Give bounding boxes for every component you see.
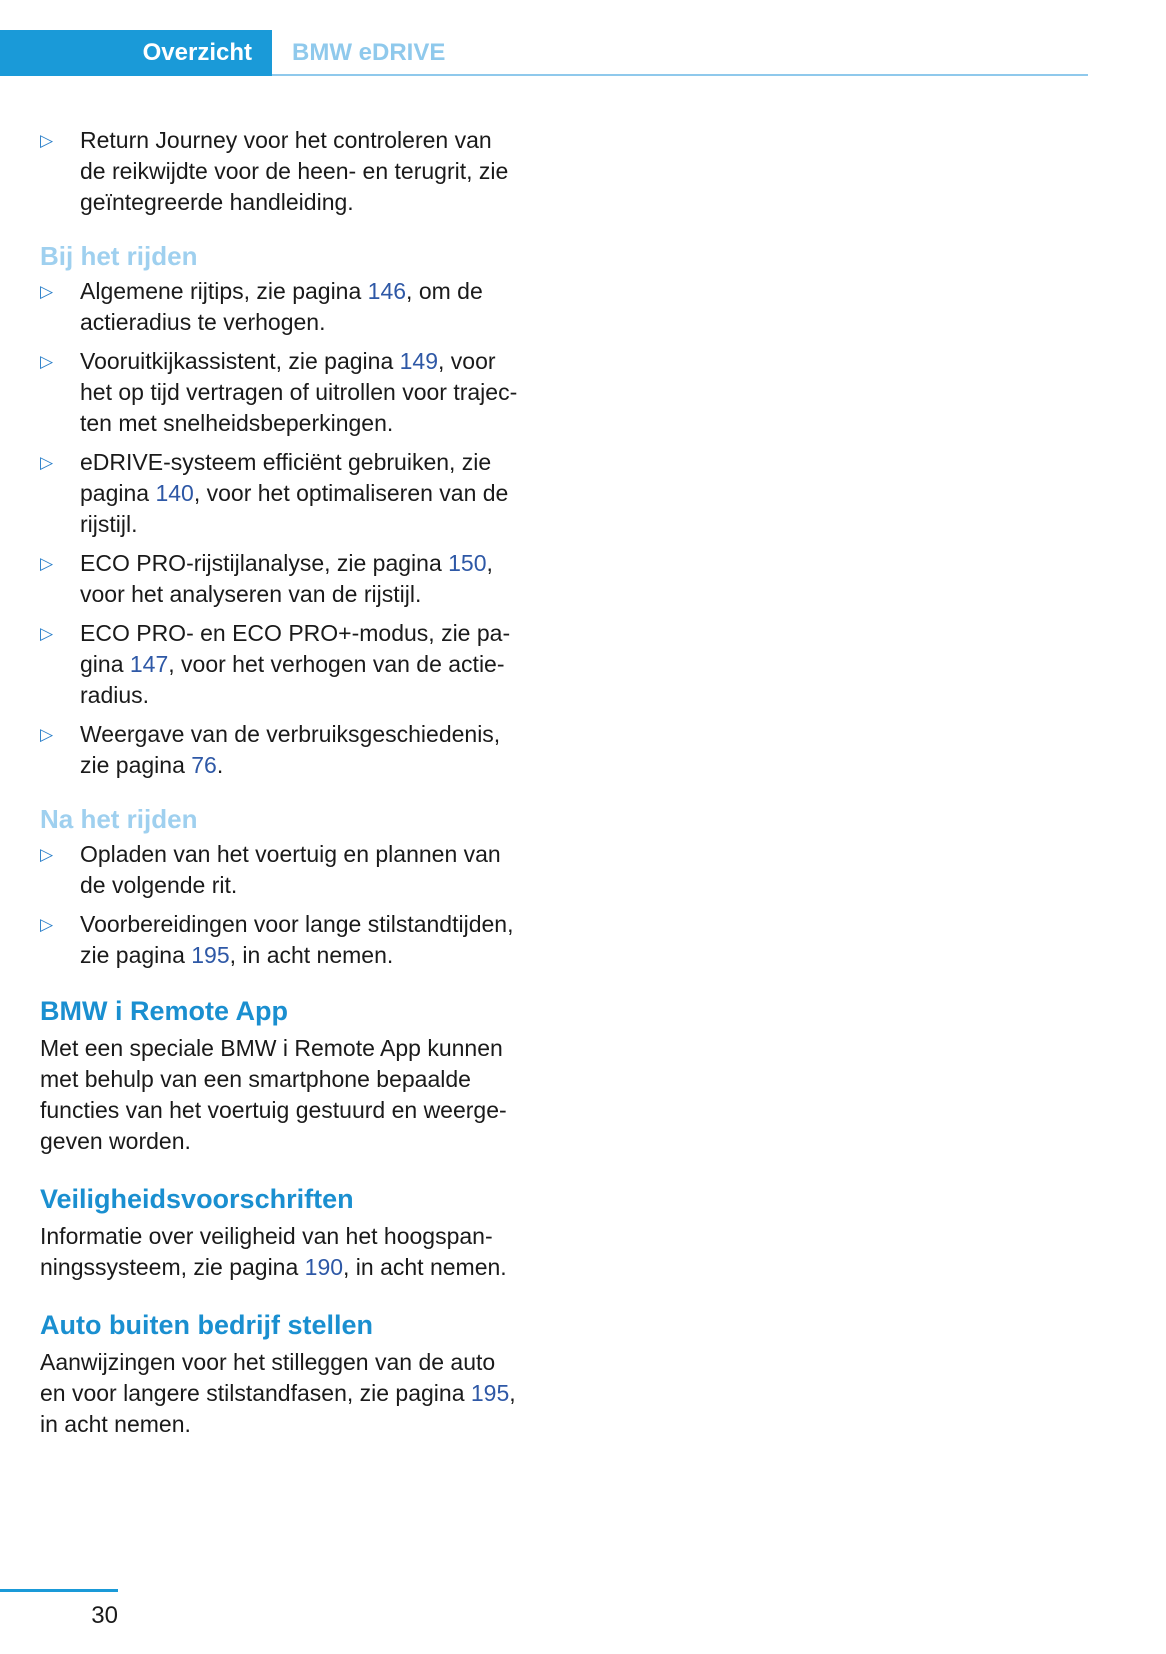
item-line: geïntegreerde handleiding. <box>80 189 354 215</box>
list-item <box>40 909 560 971</box>
triangle-bullet-icon: ▷ <box>40 352 54 371</box>
item-line: Weergave van de verbruiksgeschiedenis, <box>80 721 501 747</box>
page-ref-link[interactable]: 190 <box>304 1254 344 1280</box>
after-driving-list <box>40 839 560 971</box>
list-item <box>40 125 560 218</box>
item-text: . <box>216 752 224 778</box>
triangle-bullet-icon: ▷ <box>40 554 54 573</box>
triangle-bullet-icon: ▷ <box>40 624 54 643</box>
para-line: Met een speciale BMW i Remote App kunnen <box>40 1035 503 1061</box>
section-tab-label: Overzicht <box>142 39 252 66</box>
item-line: de reikwijdte voor de heen- en terugrit, zie <box>80 158 509 184</box>
page-ref-link[interactable]: 140 <box>155 480 194 506</box>
subheading-after-driving: Na het rijden <box>40 804 198 834</box>
item-text: , in acht nemen. <box>229 942 394 968</box>
page-content <box>40 125 560 1440</box>
item-line: het op tijd vertragen of uitrollen voor trajec- <box>80 379 518 405</box>
list-item <box>40 618 560 711</box>
item-text: pagina <box>80 480 156 506</box>
item-text: Algemene rijtips, zie pagina <box>80 278 368 304</box>
item-text: zie pagina <box>80 752 192 778</box>
list-item <box>40 276 560 338</box>
item-line: Return Journey voor het controleren van <box>80 127 492 153</box>
item-text: , om de <box>406 278 483 304</box>
list-item <box>40 719 560 781</box>
item-line: actieradius te verhogen. <box>80 309 326 335</box>
page-ref-link[interactable]: 195 <box>191 942 230 968</box>
triangle-bullet-icon: ▷ <box>40 282 54 301</box>
item-line: rijstijl. <box>80 511 138 537</box>
item-text: Vooruitkijkassistent, zie pagina <box>80 348 400 374</box>
triangle-bullet-icon: ▷ <box>40 131 54 150</box>
item-text: , voor het verhogen van de actie- <box>168 651 505 677</box>
section-heading-safety: Veiligheidsvoorschriften <box>40 1184 354 1214</box>
triangle-bullet-icon: ▷ <box>40 915 54 934</box>
list-item <box>40 447 560 540</box>
page-ref-link[interactable]: 149 <box>399 348 438 374</box>
safety-paragraph <box>40 1221 560 1283</box>
subheading-while-driving: Bij het rijden <box>40 241 198 271</box>
section-heading-decommission: Auto buiten bedrijf stellen <box>40 1310 374 1340</box>
para-text: ningssysteem, zie pagina <box>40 1254 305 1280</box>
list-item <box>40 548 560 610</box>
item-line: radius. <box>80 682 150 708</box>
triangle-bullet-icon: ▷ <box>40 453 54 472</box>
para-text: , <box>509 1380 516 1406</box>
para-line: Aanwijzingen voor het stilleggen van de auto <box>40 1349 496 1375</box>
item-text: ECO PRO-rijstijlanalyse, zie pagina <box>80 550 449 576</box>
decommission-paragraph <box>40 1347 560 1440</box>
para-line: geven worden. <box>40 1128 191 1154</box>
while-driving-list <box>40 276 560 781</box>
remote-app-paragraph <box>40 1033 560 1157</box>
para-text: en voor langere stilstandfasen, zie pagina <box>40 1380 471 1406</box>
para-line: met behulp van een smartphone bepaalde <box>40 1066 471 1092</box>
item-line: ten met snelheidsbeperkingen. <box>80 410 394 436</box>
para-text: , in acht nemen. <box>343 1254 507 1280</box>
item-text: gina <box>80 651 130 677</box>
item-text: zie pagina <box>80 942 192 968</box>
item-text: , voor <box>438 348 496 374</box>
section-heading-remote-app: BMW i Remote App <box>40 996 288 1026</box>
item-text: , voor het optimaliseren van de <box>193 480 509 506</box>
item-line: ECO PRO- en ECO PRO+-modus, zie pa- <box>80 620 511 646</box>
list-item <box>40 839 560 901</box>
page-number: 30 <box>91 1602 118 1629</box>
chapter-title: BMW eDRIVE <box>292 39 446 66</box>
header-rule <box>272 74 1088 76</box>
page-ref-link[interactable]: 147 <box>129 651 169 677</box>
item-line: eDRIVE-systeem efficiënt gebruiken, zie <box>80 449 492 475</box>
list-item <box>40 346 560 439</box>
item-line: Opladen van het voertuig en plannen van <box>80 841 501 867</box>
item-line: Voorbereidingen voor lange stilstandtijden, <box>80 911 514 937</box>
para-line: functies van het voertuig gestuurd en weerge- <box>40 1097 507 1123</box>
item-line: voor het analyseren van de rijstijl. <box>80 581 422 607</box>
para-line: Informatie over veiligheid van het hoogspan- <box>40 1223 493 1249</box>
page-ref-link[interactable]: 195 <box>470 1380 510 1406</box>
section-tab <box>0 30 272 76</box>
item-line: de volgende rit. <box>80 872 238 898</box>
triangle-bullet-icon: ▷ <box>40 845 54 864</box>
page-ref-link[interactable]: 146 <box>367 278 407 304</box>
page-ref-link[interactable]: 76 <box>191 752 217 778</box>
footer-rule <box>0 1589 118 1592</box>
intro-list <box>40 125 560 218</box>
item-text: , <box>486 550 493 576</box>
page-ref-link[interactable]: 150 <box>448 550 487 576</box>
para-line: in acht nemen. <box>40 1411 191 1437</box>
triangle-bullet-icon: ▷ <box>40 725 54 744</box>
